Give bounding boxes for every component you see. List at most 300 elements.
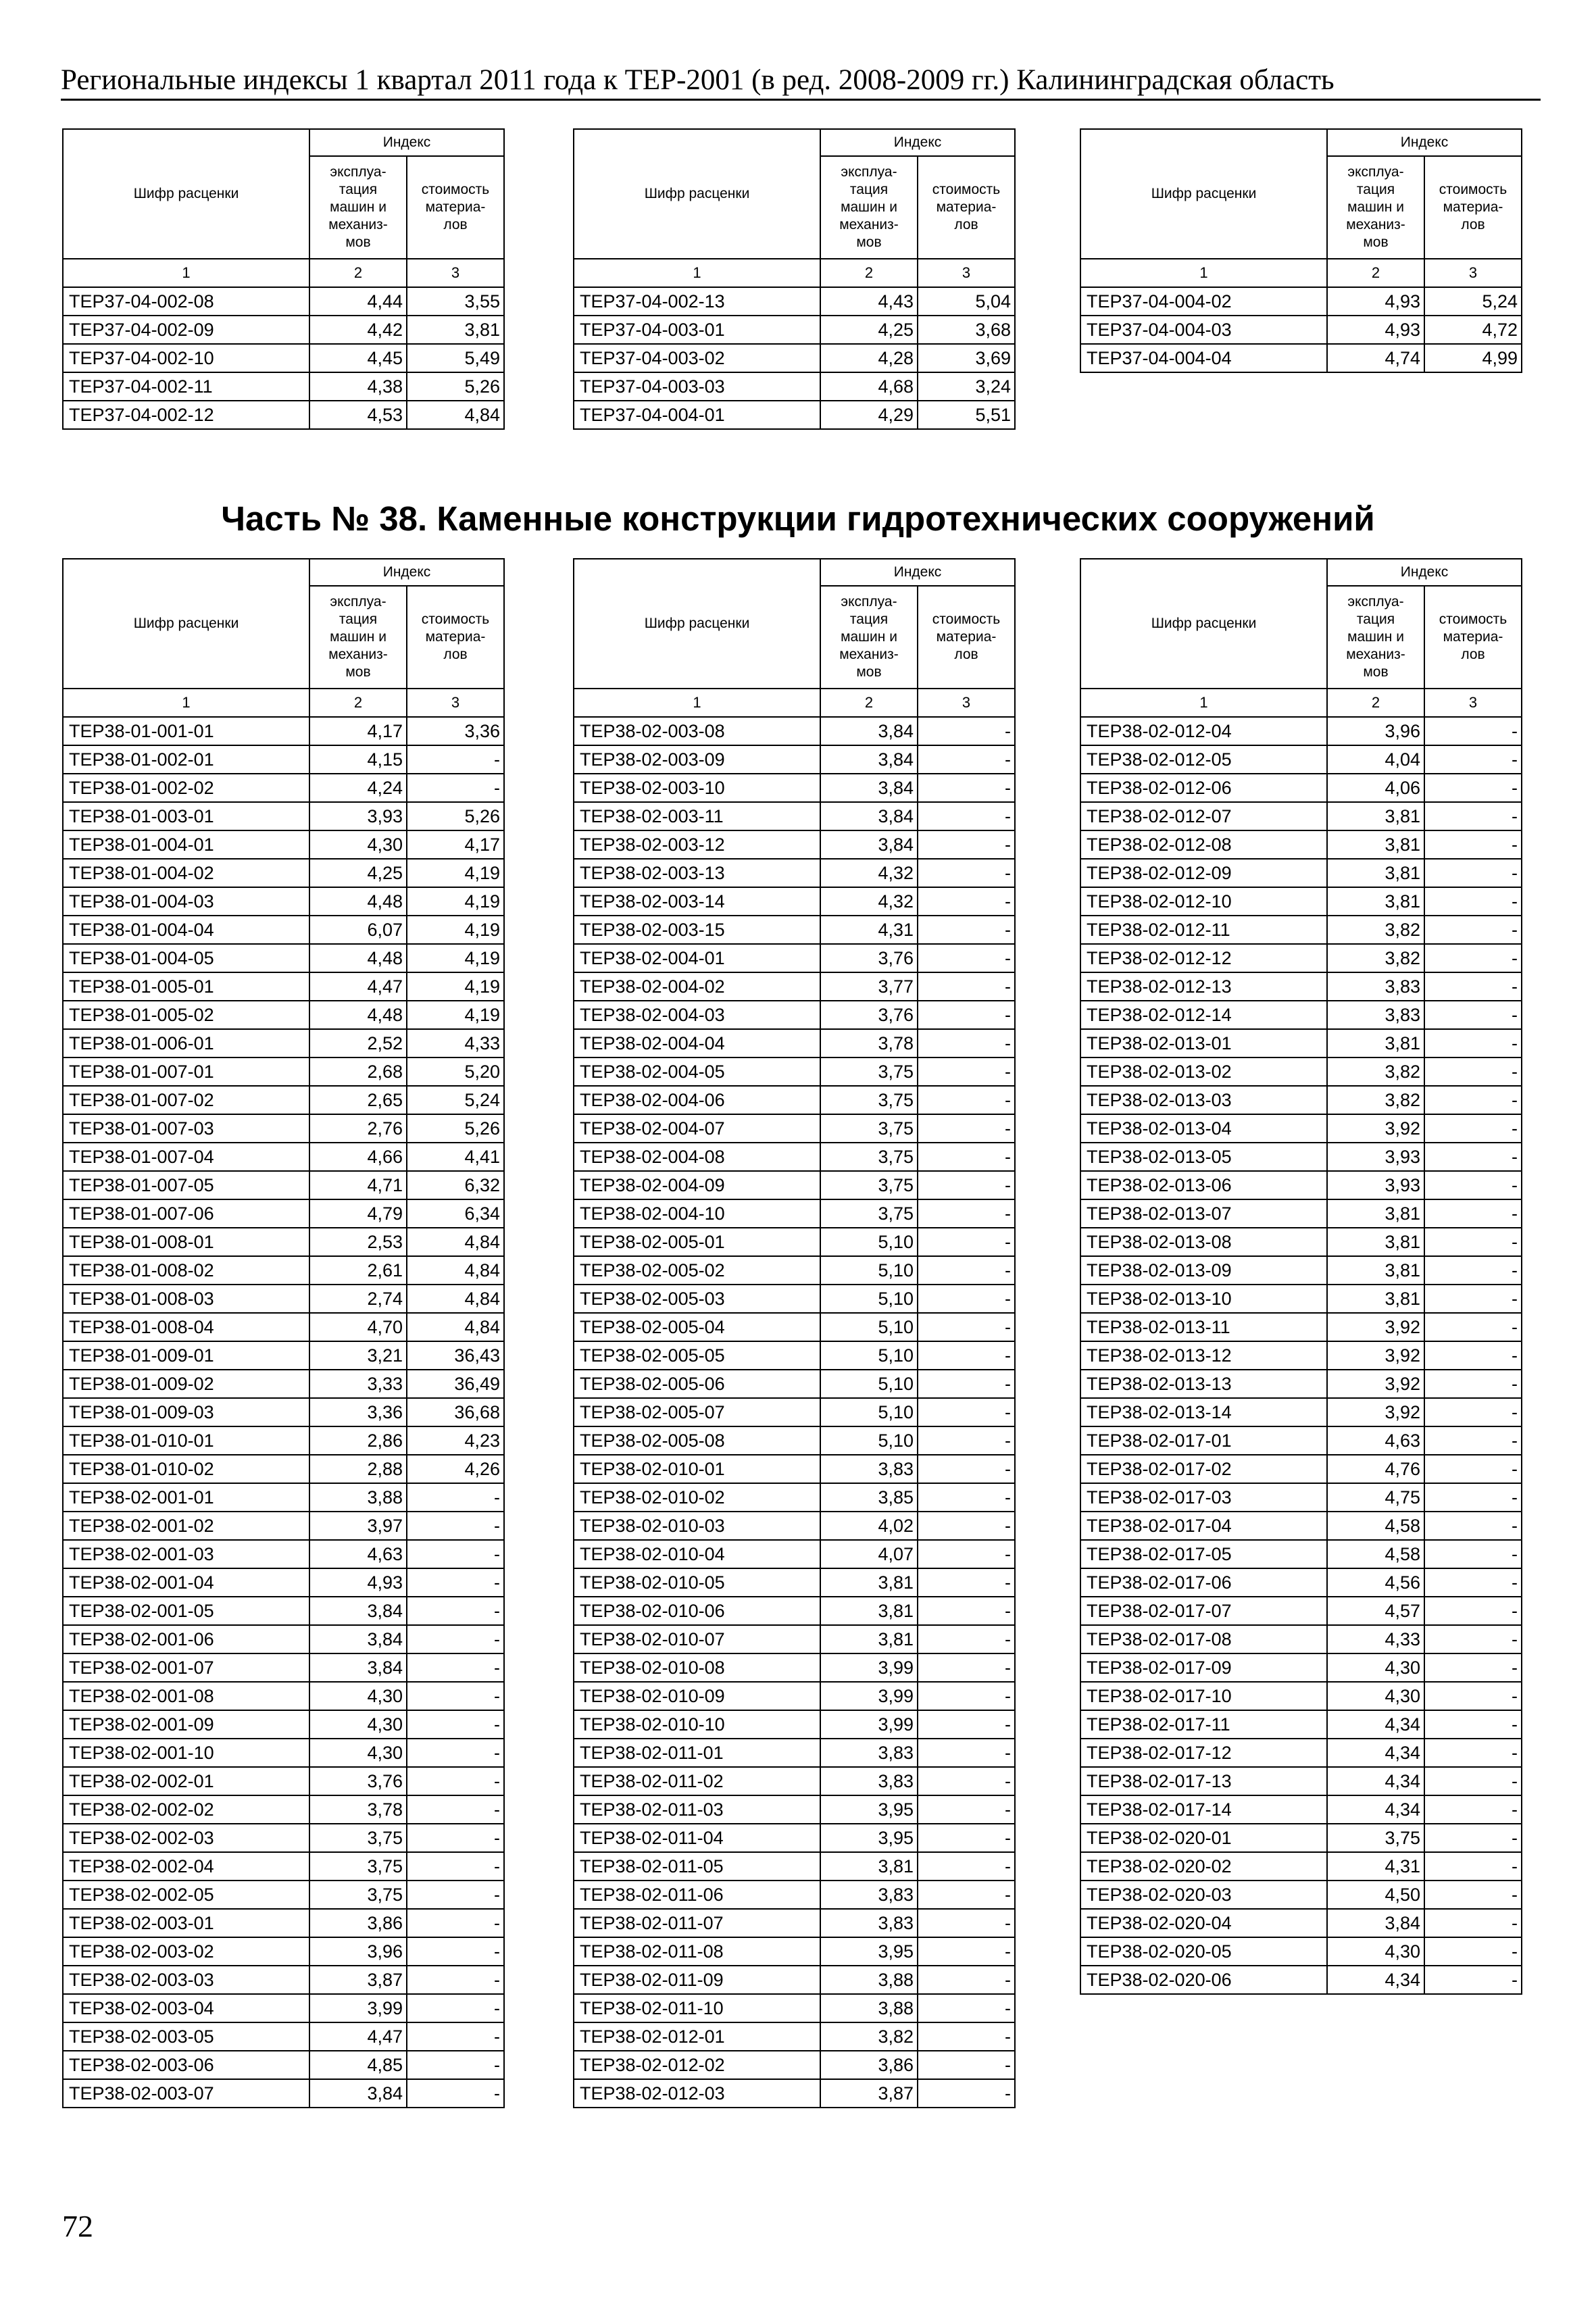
- table-row: [63, 1653, 504, 1682]
- machines-index-cell: 3,81: [820, 1625, 918, 1653]
- materials-index-cell: -: [407, 1710, 504, 1739]
- machines-index-cell: 3,82: [1327, 944, 1424, 972]
- materials-index-cell: 4,84: [407, 1285, 504, 1313]
- table-row: [63, 1398, 504, 1426]
- materials-index-cell: 4,33: [407, 1029, 504, 1057]
- machines-index-cell: 3,87: [820, 2079, 918, 2108]
- table-row: [63, 2079, 504, 2108]
- materials-index-cell: -: [407, 2079, 504, 2108]
- machines-index-cell: 4,30: [309, 1682, 407, 1710]
- table-row: [63, 1455, 504, 1483]
- rate-code-cell: ТЕР38-02-010-04: [574, 1540, 820, 1568]
- materials-index-cell: -: [1424, 1966, 1522, 1994]
- table-row: [574, 972, 1015, 1001]
- machines-index-cell: 4,93: [1327, 287, 1424, 316]
- machines-index-cell: 3,33: [309, 1370, 407, 1398]
- table-row: [1080, 1228, 1522, 1256]
- materials-index-cell: -: [1424, 859, 1522, 887]
- rate-code-cell: ТЕР38-01-004-05: [63, 944, 309, 972]
- table-row: [63, 401, 504, 429]
- table-row: [63, 887, 504, 916]
- table-row: [63, 1739, 504, 1767]
- materials-index-cell: -: [407, 1682, 504, 1710]
- table-row: [574, 1143, 1015, 1171]
- machines-index-cell: 3,75: [820, 1057, 918, 1086]
- machines-index-cell: 4,70: [309, 1313, 407, 1341]
- table-row: [574, 1114, 1015, 1143]
- machines-index-cell: 2,65: [309, 1086, 407, 1114]
- rate-code-cell: ТЕР38-02-017-02: [1080, 1455, 1327, 1483]
- table-row: [1080, 1625, 1522, 1653]
- rate-code-cell: ТЕР38-02-003-15: [574, 916, 820, 944]
- rate-code-cell: ТЕР38-02-004-08: [574, 1143, 820, 1171]
- materials-index-cell: -: [1424, 1256, 1522, 1285]
- rate-code-cell: ТЕР38-02-003-05: [63, 2022, 309, 2051]
- table-row: [63, 1256, 504, 1285]
- materials-index-cell: -: [1424, 1398, 1522, 1426]
- materials-index-cell: -: [918, 1568, 1015, 1597]
- rate-code-cell: ТЕР38-02-003-14: [574, 887, 820, 916]
- machines-index-cell: 2,68: [309, 1057, 407, 1086]
- rate-code-cell: ТЕР38-02-004-02: [574, 972, 820, 1001]
- header-index: Индекс: [820, 129, 1015, 156]
- materials-index-cell: -: [918, 1540, 1015, 1568]
- table-row: [1080, 1143, 1522, 1171]
- machines-index-cell: 3,76: [309, 1767, 407, 1795]
- materials-index-cell: -: [1424, 1512, 1522, 1540]
- rate-code-cell: ТЕР38-02-017-08: [1080, 1625, 1327, 1653]
- materials-index-cell: 4,41: [407, 1143, 504, 1171]
- materials-index-cell: -: [918, 1597, 1015, 1625]
- table-row: [574, 1710, 1015, 1739]
- column-number-3: 3: [1424, 259, 1522, 287]
- machines-index-cell: 3,86: [820, 2051, 918, 2079]
- rate-code-cell: ТЕР38-02-012-08: [1080, 830, 1327, 859]
- rate-code-cell: ТЕР38-02-003-13: [574, 859, 820, 887]
- rate-code-cell: ТЕР38-02-004-04: [574, 1029, 820, 1057]
- table-row: [1080, 745, 1522, 774]
- materials-index-cell: -: [918, 1512, 1015, 1540]
- materials-index-cell: 5,24: [407, 1086, 504, 1114]
- table-row: [1080, 1909, 1522, 1937]
- machines-index-cell: 4,47: [309, 2022, 407, 2051]
- materials-index-cell: -: [918, 1483, 1015, 1512]
- table-row: [1080, 1881, 1522, 1909]
- materials-index-cell: -: [918, 1086, 1015, 1114]
- materials-index-cell: -: [407, 1795, 504, 1824]
- machines-index-cell: 4,07: [820, 1540, 918, 1568]
- rate-code-cell: ТЕР38-02-020-01: [1080, 1824, 1327, 1852]
- machines-index-cell: 3,75: [309, 1881, 407, 1909]
- materials-index-cell: 6,34: [407, 1199, 504, 1228]
- table-row: [574, 1086, 1015, 1114]
- table-row: [574, 1852, 1015, 1881]
- machines-index-cell: 3,95: [820, 1824, 918, 1852]
- machines-index-cell: 3,92: [1327, 1341, 1424, 1370]
- materials-index-cell: 4,19: [407, 1001, 504, 1029]
- header-machines: эксплуа- тация машин и механиз- мов: [309, 586, 407, 689]
- rate-code-cell: ТЕР38-02-002-01: [63, 1767, 309, 1795]
- table-row: [574, 1285, 1015, 1313]
- table-row: [63, 1682, 504, 1710]
- table-row: [574, 1057, 1015, 1086]
- machines-index-cell: 3,75: [309, 1824, 407, 1852]
- rate-code-cell: ТЕР38-01-005-01: [63, 972, 309, 1001]
- machines-index-cell: 3,96: [309, 1937, 407, 1966]
- machines-index-cell: 3,84: [820, 802, 918, 830]
- materials-index-cell: -: [918, 1001, 1015, 1029]
- materials-index-cell: -: [1424, 972, 1522, 1001]
- table-row: [1080, 1966, 1522, 1994]
- materials-index-cell: 4,84: [407, 1228, 504, 1256]
- machines-index-cell: 3,81: [1327, 1029, 1424, 1057]
- table-row: [574, 316, 1015, 344]
- rate-code-cell: ТЕР38-02-013-11: [1080, 1313, 1327, 1341]
- table-row: [63, 916, 504, 944]
- rate-code-cell: ТЕР37-04-002-12: [63, 401, 309, 429]
- materials-index-cell: -: [918, 1909, 1015, 1937]
- materials-index-cell: -: [918, 1057, 1015, 1086]
- machines-index-cell: 3,81: [820, 1852, 918, 1881]
- rate-code-cell: ТЕР38-02-005-01: [574, 1228, 820, 1256]
- materials-index-cell: -: [918, 1795, 1015, 1824]
- table-row: [1080, 802, 1522, 830]
- materials-index-cell: 4,26: [407, 1455, 504, 1483]
- column-number-3: 3: [918, 259, 1015, 287]
- table-row: [1080, 972, 1522, 1001]
- materials-index-cell: -: [918, 1937, 1015, 1966]
- table-row: [574, 1739, 1015, 1767]
- rate-code-cell: ТЕР38-02-003-06: [63, 2051, 309, 2079]
- table-row: [574, 1568, 1015, 1597]
- machines-index-cell: 4,75: [1327, 1483, 1424, 1512]
- machines-index-cell: 3,96: [1327, 717, 1424, 745]
- machines-index-cell: 5,10: [820, 1313, 918, 1341]
- machines-index-cell: 3,99: [820, 1653, 918, 1682]
- machines-index-cell: 4,76: [1327, 1455, 1424, 1483]
- machines-index-cell: 4,30: [309, 1710, 407, 1739]
- table-row: [63, 1143, 504, 1171]
- machines-index-cell: 4,30: [1327, 1653, 1424, 1682]
- materials-index-cell: -: [918, 1341, 1015, 1370]
- rate-code-cell: ТЕР38-01-007-05: [63, 1171, 309, 1199]
- rate-code-cell: ТЕР38-02-010-01: [574, 1455, 820, 1483]
- machines-index-cell: 3,99: [820, 1682, 918, 1710]
- table-row: [1080, 717, 1522, 745]
- machines-index-cell: 3,93: [1327, 1143, 1424, 1171]
- column-number-3: 3: [407, 689, 504, 717]
- materials-index-cell: -: [407, 1852, 504, 1881]
- rate-code-cell: ТЕР38-02-004-10: [574, 1199, 820, 1228]
- materials-index-cell: -: [407, 1881, 504, 1909]
- table-row: [1080, 1682, 1522, 1710]
- table-row: [63, 1029, 504, 1057]
- table-row: [1080, 1426, 1522, 1455]
- table-row: [1080, 916, 1522, 944]
- machines-index-cell: 5,10: [820, 1285, 918, 1313]
- machines-index-cell: 3,97: [309, 1512, 407, 1540]
- table-row: [574, 1426, 1015, 1455]
- table-row: [63, 1568, 504, 1597]
- rate-code-cell: ТЕР38-02-011-08: [574, 1937, 820, 1966]
- table-row: [574, 1625, 1015, 1653]
- rates-table-2: [573, 128, 1016, 430]
- table-row: [63, 1540, 504, 1568]
- rate-code-cell: ТЕР38-02-001-06: [63, 1625, 309, 1653]
- header-code: Шифр расценки: [574, 559, 820, 689]
- rates-table-5: [573, 558, 1016, 2108]
- table-row: [63, 1228, 504, 1256]
- materials-index-cell: -: [918, 717, 1015, 745]
- machines-index-cell: 3,81: [820, 1597, 918, 1625]
- rate-code-cell: ТЕР38-01-001-01: [63, 717, 309, 745]
- column-number-1: 1: [1080, 259, 1327, 287]
- machines-index-cell: 4,34: [1327, 1767, 1424, 1795]
- header-materials: стоимость материа- лов: [1424, 586, 1522, 689]
- machines-index-cell: 3,75: [820, 1143, 918, 1171]
- machines-index-cell: 5,10: [820, 1398, 918, 1426]
- materials-index-cell: -: [918, 1455, 1015, 1483]
- machines-index-cell: 2,88: [309, 1455, 407, 1483]
- table-row: [574, 1994, 1015, 2022]
- machines-index-cell: 3,87: [309, 1966, 407, 1994]
- materials-index-cell: -: [407, 2051, 504, 2079]
- table-row: [63, 1171, 504, 1199]
- materials-index-cell: -: [1424, 1767, 1522, 1795]
- machines-index-cell: 4,25: [309, 859, 407, 887]
- table-row: [574, 830, 1015, 859]
- rate-code-cell: ТЕР38-02-011-10: [574, 1994, 820, 2022]
- header-machines: эксплуа- тация машин и механиз- мов: [1327, 586, 1424, 689]
- table-row: [1080, 1455, 1522, 1483]
- materials-index-cell: -: [1424, 1540, 1522, 1568]
- machines-index-cell: 3,75: [820, 1086, 918, 1114]
- rate-code-cell: ТЕР38-02-013-13: [1080, 1370, 1327, 1398]
- machines-index-cell: 3,93: [1327, 1171, 1424, 1199]
- column-number-2: 2: [309, 259, 407, 287]
- materials-index-cell: -: [918, 916, 1015, 944]
- header-code: Шифр расценки: [1080, 559, 1327, 689]
- machines-index-cell: 4,02: [820, 1512, 918, 1540]
- machines-index-cell: 4,32: [820, 887, 918, 916]
- machines-index-cell: 3,84: [1327, 1909, 1424, 1937]
- materials-index-cell: -: [1424, 944, 1522, 972]
- header-materials: стоимость материа- лов: [918, 156, 1015, 259]
- rate-code-cell: ТЕР38-02-013-03: [1080, 1086, 1327, 1114]
- rate-code-cell: ТЕР38-02-001-02: [63, 1512, 309, 1540]
- table-row: [574, 1455, 1015, 1483]
- table-row: [574, 1653, 1015, 1682]
- table-row: [574, 745, 1015, 774]
- table-row: [63, 802, 504, 830]
- rate-code-cell: ТЕР38-02-003-10: [574, 774, 820, 802]
- table-row: [63, 745, 504, 774]
- rate-code-cell: ТЕР38-02-003-09: [574, 745, 820, 774]
- table-row: [574, 2051, 1015, 2079]
- table-row: [63, 287, 504, 316]
- machines-index-cell: 4,48: [309, 887, 407, 916]
- rate-code-cell: ТЕР38-02-001-10: [63, 1739, 309, 1767]
- table-row: [63, 1994, 504, 2022]
- rate-code-cell: ТЕР37-04-002-10: [63, 344, 309, 372]
- table-row: [574, 287, 1015, 316]
- rate-code-cell: ТЕР38-02-004-05: [574, 1057, 820, 1086]
- materials-index-cell: -: [1424, 1455, 1522, 1483]
- materials-index-cell: -: [918, 1710, 1015, 1739]
- machines-index-cell: 3,83: [820, 1767, 918, 1795]
- materials-index-cell: -: [918, 1171, 1015, 1199]
- machines-index-cell: 3,81: [1327, 830, 1424, 859]
- table-row: [1080, 887, 1522, 916]
- table-row: [63, 1881, 504, 1909]
- materials-index-cell: 36,49: [407, 1370, 504, 1398]
- materials-index-cell: 4,23: [407, 1426, 504, 1455]
- table-row: [574, 1597, 1015, 1625]
- header-materials: стоимость материа- лов: [918, 586, 1015, 689]
- machines-index-cell: 3,88: [820, 1966, 918, 1994]
- rate-code-cell: ТЕР38-02-002-04: [63, 1852, 309, 1881]
- materials-index-cell: 3,55: [407, 287, 504, 316]
- table-row: [63, 859, 504, 887]
- machines-index-cell: 3,92: [1327, 1398, 1424, 1426]
- rate-code-cell: ТЕР38-02-011-06: [574, 1881, 820, 1909]
- machines-index-cell: 3,84: [820, 830, 918, 859]
- table-row: [63, 1937, 504, 1966]
- table-row: [574, 859, 1015, 887]
- machines-index-cell: 4,42: [309, 316, 407, 344]
- table-row: [63, 1313, 504, 1341]
- table-row: [1080, 1285, 1522, 1313]
- machines-index-cell: 4,71: [309, 1171, 407, 1199]
- machines-index-cell: 4,34: [1327, 1739, 1424, 1767]
- materials-index-cell: 5,24: [1424, 287, 1522, 316]
- materials-index-cell: -: [407, 1937, 504, 1966]
- machines-index-cell: 3,81: [1327, 1256, 1424, 1285]
- materials-index-cell: -: [407, 1739, 504, 1767]
- rate-code-cell: ТЕР38-02-011-04: [574, 1824, 820, 1852]
- machines-index-cell: 4,34: [1327, 1710, 1424, 1739]
- rate-code-cell: ТЕР37-04-002-08: [63, 287, 309, 316]
- rate-code-cell: ТЕР38-02-005-07: [574, 1398, 820, 1426]
- machines-index-cell: 3,92: [1327, 1114, 1424, 1143]
- rate-code-cell: ТЕР38-01-007-04: [63, 1143, 309, 1171]
- materials-index-cell: -: [1424, 1285, 1522, 1313]
- machines-index-cell: 3,75: [820, 1114, 918, 1143]
- table-row: [1080, 1767, 1522, 1795]
- machines-index-cell: 3,92: [1327, 1313, 1424, 1341]
- materials-index-cell: -: [918, 1994, 1015, 2022]
- materials-index-cell: 5,26: [407, 372, 504, 401]
- machines-index-cell: 3,84: [820, 745, 918, 774]
- materials-index-cell: -: [918, 830, 1015, 859]
- table-row: [574, 2079, 1015, 2108]
- table-row: [63, 316, 504, 344]
- table-row: [63, 1001, 504, 1029]
- machines-index-cell: 3,75: [1327, 1824, 1424, 1852]
- column-number-1: 1: [574, 259, 820, 287]
- machines-index-cell: 4,31: [820, 916, 918, 944]
- rate-code-cell: ТЕР38-02-003-02: [63, 1937, 309, 1966]
- materials-index-cell: -: [1424, 1057, 1522, 1086]
- machines-index-cell: 3,88: [820, 1994, 918, 2022]
- table-row: [1080, 1483, 1522, 1512]
- rate-code-cell: ТЕР38-02-017-13: [1080, 1767, 1327, 1795]
- table-row: [574, 1370, 1015, 1398]
- machines-index-cell: 3,81: [1327, 1228, 1424, 1256]
- machines-index-cell: 3,85: [820, 1483, 918, 1512]
- column-number-2: 2: [820, 689, 918, 717]
- materials-index-cell: -: [918, 1625, 1015, 1653]
- rate-code-cell: ТЕР38-02-013-04: [1080, 1114, 1327, 1143]
- machines-index-cell: 3,21: [309, 1341, 407, 1370]
- materials-index-cell: -: [918, 1285, 1015, 1313]
- table-row: [1080, 859, 1522, 887]
- machines-index-cell: 4,45: [309, 344, 407, 372]
- materials-index-cell: -: [407, 1653, 504, 1682]
- materials-index-cell: -: [918, 2051, 1015, 2079]
- machines-index-cell: 4,93: [1327, 316, 1424, 344]
- rates-table-4: [62, 558, 505, 2108]
- header-machines: эксплуа- тация машин и механиз- мов: [820, 586, 918, 689]
- table-row: [574, 1795, 1015, 1824]
- materials-index-cell: -: [918, 2022, 1015, 2051]
- table-row: [1080, 1086, 1522, 1114]
- machines-index-cell: 3,83: [1327, 1001, 1424, 1029]
- column-number-3: 3: [407, 259, 504, 287]
- machines-index-cell: 3,81: [1327, 1199, 1424, 1228]
- materials-index-cell: 36,43: [407, 1341, 504, 1370]
- materials-index-cell: -: [918, 1653, 1015, 1682]
- rate-code-cell: ТЕР38-02-001-09: [63, 1710, 309, 1739]
- rate-code-cell: ТЕР38-02-005-05: [574, 1341, 820, 1370]
- rate-code-cell: ТЕР37-04-002-11: [63, 372, 309, 401]
- machines-index-cell: 4,30: [1327, 1937, 1424, 1966]
- materials-index-cell: -: [918, 1313, 1015, 1341]
- materials-index-cell: -: [407, 1597, 504, 1625]
- rates-table-3: [1080, 128, 1522, 373]
- rate-code-cell: ТЕР38-02-017-01: [1080, 1426, 1327, 1455]
- machines-index-cell: 2,74: [309, 1285, 407, 1313]
- machines-index-cell: 3,84: [309, 1653, 407, 1682]
- materials-index-cell: 3,81: [407, 316, 504, 344]
- table-row: [63, 1341, 504, 1370]
- machines-index-cell: 3,88: [309, 1483, 407, 1512]
- table-row: [63, 1625, 504, 1653]
- table-row: [574, 1228, 1015, 1256]
- rate-code-cell: ТЕР38-02-012-13: [1080, 972, 1327, 1001]
- rate-code-cell: ТЕР38-02-005-02: [574, 1256, 820, 1285]
- rate-code-cell: ТЕР37-04-004-04: [1080, 344, 1327, 372]
- machines-index-cell: 3,78: [309, 1795, 407, 1824]
- machines-index-cell: 3,84: [309, 1625, 407, 1653]
- rate-code-cell: ТЕР38-02-017-09: [1080, 1653, 1327, 1682]
- column-number-1: 1: [1080, 689, 1327, 717]
- materials-index-cell: -: [1424, 1341, 1522, 1370]
- materials-index-cell: -: [918, 1682, 1015, 1710]
- rate-code-cell: ТЕР38-02-017-04: [1080, 1512, 1327, 1540]
- rate-code-cell: ТЕР38-02-020-05: [1080, 1937, 1327, 1966]
- rate-code-cell: ТЕР38-01-010-01: [63, 1426, 309, 1455]
- machines-index-cell: 5,10: [820, 1341, 918, 1370]
- table-row: [574, 774, 1015, 802]
- column-number-2: 2: [309, 689, 407, 717]
- machines-index-cell: 3,83: [820, 1881, 918, 1909]
- materials-index-cell: -: [1424, 887, 1522, 916]
- machines-index-cell: 3,84: [820, 774, 918, 802]
- machines-index-cell: 5,10: [820, 1256, 918, 1285]
- rate-code-cell: ТЕР38-02-003-04: [63, 1994, 309, 2022]
- machines-index-cell: 4,30: [309, 830, 407, 859]
